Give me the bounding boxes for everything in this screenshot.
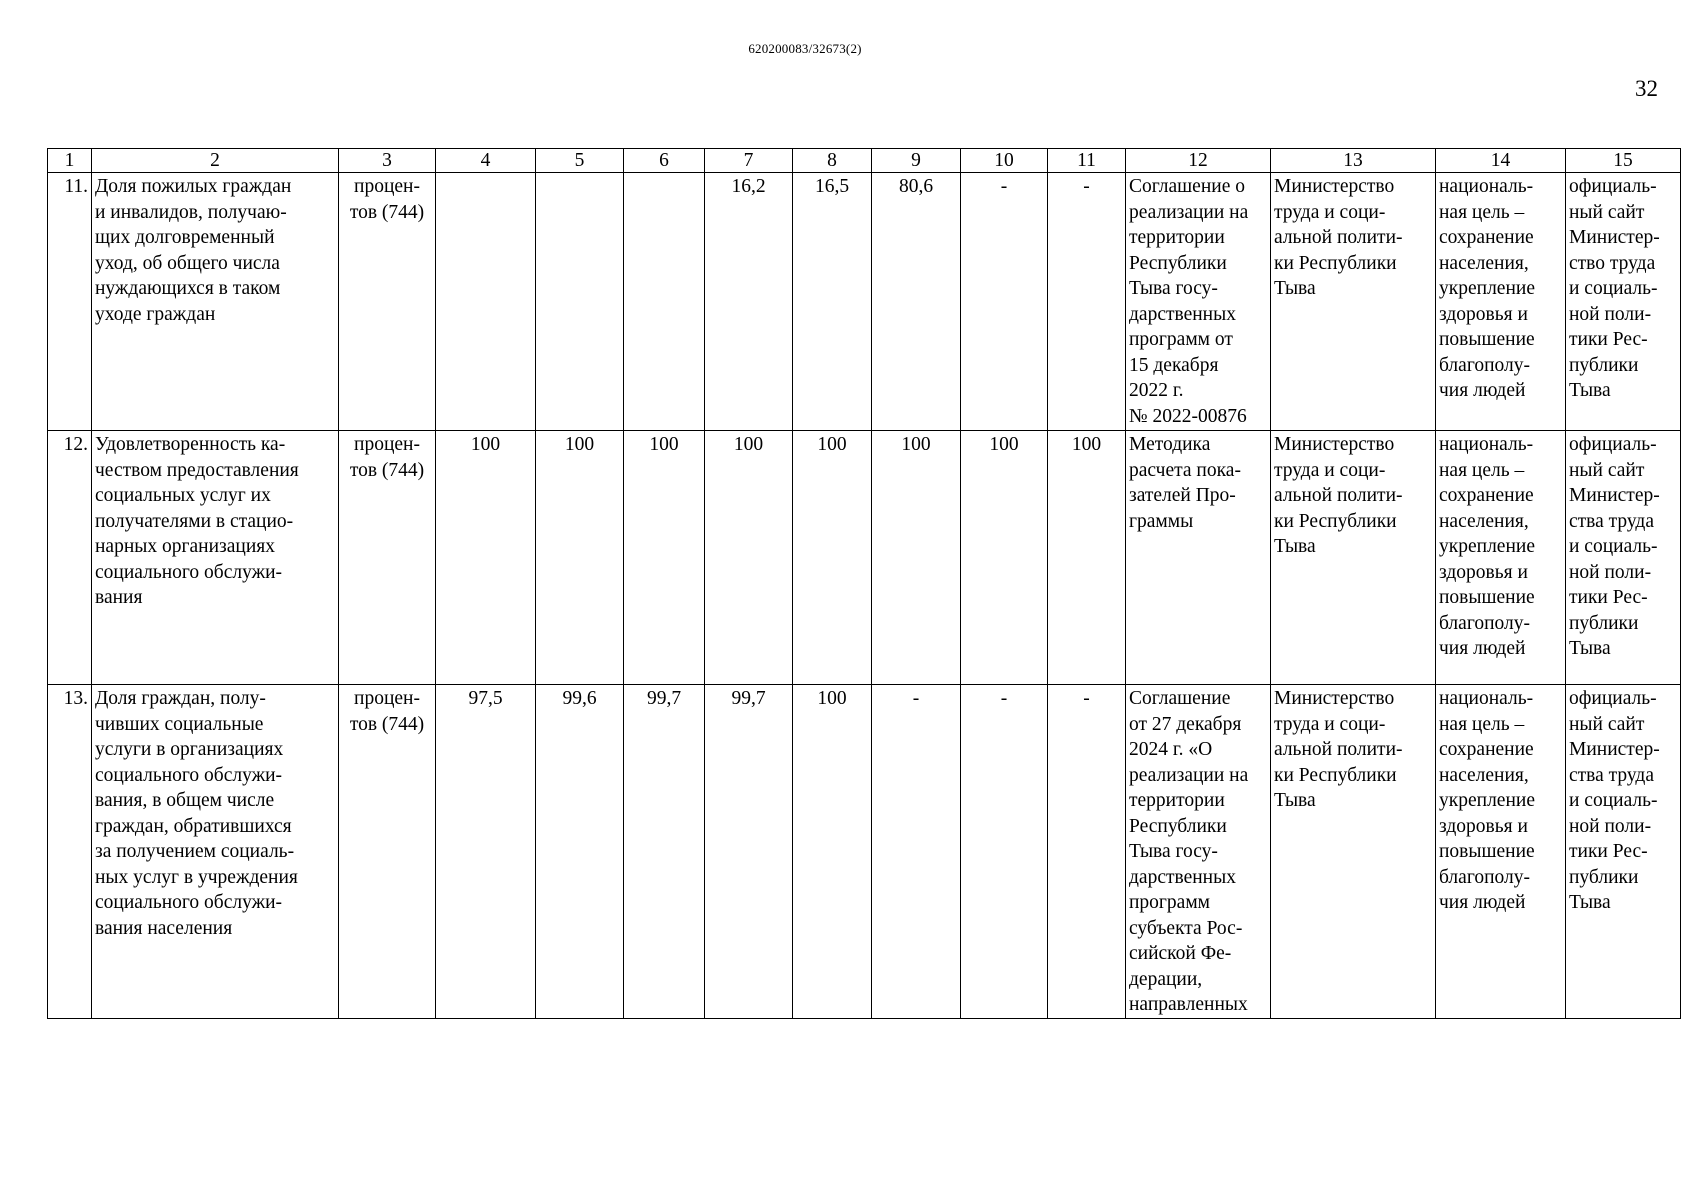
responsible-cell: Министерство труда и соци- альной полити- ки Республики Тыва	[1271, 431, 1436, 685]
indicator-name: Доля граждан, полу- чивших социальные услуги в организациях социального обслужи- вания, в общем числе граждан, обратившихся за получением социаль- ных услуг в учреждения социального обслужи- вания населения	[92, 685, 339, 1019]
column-header: 9	[872, 149, 961, 173]
value-cell: 99,7	[624, 685, 705, 1019]
indicators-table	[47, 148, 1681, 1019]
responsible-cell: Министерство труда и соци- альной полити- ки Республики Тыва	[1271, 685, 1436, 1019]
value-cell: 16,5	[793, 173, 872, 431]
value-cell: -	[872, 685, 961, 1019]
responsible-cell: Министерство труда и соци- альной полити- ки Республики Тыва	[1271, 173, 1436, 431]
unit-cell: процен- тов (744)	[339, 173, 436, 431]
column-number-row	[48, 149, 1681, 173]
value-cell: 100	[705, 431, 793, 685]
table-row	[48, 431, 1681, 685]
value-cell: 80,6	[872, 173, 961, 431]
column-header: 15	[1566, 149, 1681, 173]
unit-cell: процен- тов (744)	[339, 685, 436, 1019]
table-row	[48, 173, 1681, 431]
column-header: 5	[536, 149, 624, 173]
table-row	[48, 685, 1681, 1019]
national-goal-cell: националь- ная цель – сохранение населения, укрепление здоровья и повышение благополу- чия людей	[1436, 431, 1566, 685]
value-cell: 100	[872, 431, 961, 685]
info-source-cell: официаль- ный сайт Министер- ство труда и социаль- ной поли- тики Рес- публики Тыва	[1566, 173, 1681, 431]
page-number: 32	[1635, 76, 1658, 101]
value-cell: -	[1048, 173, 1126, 431]
document-basis-cell: Соглашение о реализации на территории Республики Тыва госу- дарственных программ от 15 декабря 2022 г. № 2022-00876	[1126, 173, 1271, 431]
value-cell: 100	[793, 431, 872, 685]
column-header: 4	[436, 149, 536, 173]
column-header: 11	[1048, 149, 1126, 173]
column-header: 7	[705, 149, 793, 173]
value-cell	[536, 173, 624, 431]
value-cell: 100	[793, 685, 872, 1019]
value-cell: 16,2	[705, 173, 793, 431]
unit-cell: процен- тов (744)	[339, 431, 436, 685]
value-cell: -	[961, 685, 1048, 1019]
row-number: 12.	[48, 431, 92, 685]
value-cell: 99,6	[536, 685, 624, 1019]
column-header: 3	[339, 149, 436, 173]
value-cell: 100	[436, 431, 536, 685]
column-header: 10	[961, 149, 1048, 173]
value-cell: 100	[624, 431, 705, 685]
info-source-cell: официаль- ный сайт Министер- ства труда и социаль- ной поли- тики Рес- публики Тыва	[1566, 431, 1681, 685]
value-cell: 100	[1048, 431, 1126, 685]
national-goal-cell: националь- ная цель – сохранение населения, укрепление здоровья и повышение благополу- чия людей	[1436, 173, 1566, 431]
indicator-name: Удовлетворенность ка- чеством предоставления социальных услуг их получателями в стацио- нарных организациях социального обслужи- вания	[92, 431, 339, 685]
value-cell	[624, 173, 705, 431]
column-header: 6	[624, 149, 705, 173]
info-source-cell: официаль- ный сайт Министер- ства труда и социаль- ной поли- тики Рес- публики Тыва	[1566, 685, 1681, 1019]
column-header: 12	[1126, 149, 1271, 173]
row-number: 13.	[48, 685, 92, 1019]
value-cell	[436, 173, 536, 431]
value-cell: 99,7	[705, 685, 793, 1019]
column-header: 1	[48, 149, 92, 173]
value-cell: 100	[536, 431, 624, 685]
column-header: 14	[1436, 149, 1566, 173]
value-cell: 97,5	[436, 685, 536, 1019]
indicator-name: Доля пожилых граждан и инвалидов, получаю- щих долговременный уход, об общего числа нуждающихся в таком уходе граждан	[92, 173, 339, 431]
column-header: 13	[1271, 149, 1436, 173]
document-basis-cell: Методика расчета пока- зателей Про- граммы	[1126, 431, 1271, 685]
document-id: 620200083/32673(2)	[748, 41, 862, 56]
column-header: 2	[92, 149, 339, 173]
value-cell: -	[961, 173, 1048, 431]
document-basis-cell: Соглашение от 27 декабря 2024 г. «О реализации на территории Республики Тыва госу- дарственных программ субъекта Рос- сийской Фе- дерации, направленных	[1126, 685, 1271, 1019]
national-goal-cell: националь- ная цель – сохранение населения, укрепление здоровья и повышение благополу- чия людей	[1436, 685, 1566, 1019]
row-number: 11.	[48, 173, 92, 431]
value-cell: 100	[961, 431, 1048, 685]
column-header: 8	[793, 149, 872, 173]
value-cell: -	[1048, 685, 1126, 1019]
